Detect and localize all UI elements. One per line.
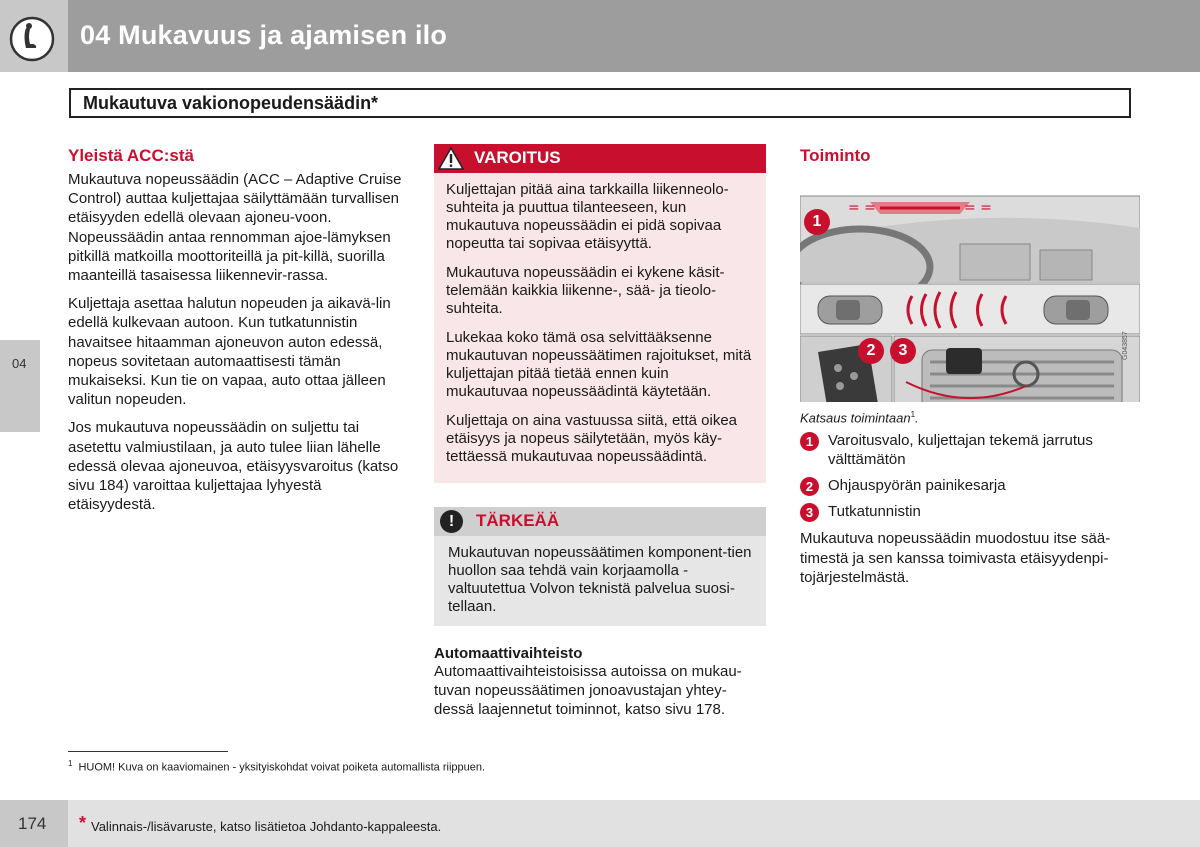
automatic-text: Automaattivaihteistoisissa autoissa on mukau-tuvan nopeussäätimen jonoavustajan yhtey-dessä laajennetut toiminnot, katso sivu 178. bbox=[434, 663, 742, 719]
column-function bbox=[800, 146, 1140, 596]
illustration-badge-1: 1 bbox=[804, 209, 830, 235]
general-heading: Yleistä ACC:stä bbox=[68, 146, 194, 165]
warning-header bbox=[434, 144, 766, 173]
footnote-text: HUOM! Kuva on kaaviomainen - yksityiskohdat voivat poiketa automallista riippuen. bbox=[78, 761, 486, 774]
item-text: Tutkatunnistin bbox=[828, 503, 921, 521]
warning-paragraph-1: Kuljettajan pitää aina tarkkailla liikenneolo-suhteita ja puuttua tilanteeseen, kun mukautuva nopeussäädin ei pidä sopivaa nopeutta tai sopivaa etäisyyttä. bbox=[446, 181, 729, 252]
important-title: TÄRKEÄÄ bbox=[476, 511, 560, 530]
page-number: 174 bbox=[18, 814, 47, 833]
seat-icon bbox=[9, 16, 55, 62]
important-body bbox=[434, 536, 766, 626]
footnote-ref: 1 bbox=[68, 759, 73, 768]
function-paragraph: Mukautuva nopeussäädin muodostuu itse sää-timestä ja sen kanssa toimivasta etäisyydenpi-tojärjestelmästä. bbox=[800, 530, 1111, 586]
side-tab-label: 04 bbox=[12, 356, 27, 371]
caption-footnote-ref: 1 bbox=[910, 410, 916, 419]
acc-overview-illustration bbox=[800, 172, 1140, 402]
general-paragraph-2: Kuljettaja asettaa halutun nopeuden ja aikavä-lin edellä kulkevaan autoon. Kun tutkatunnistin havaitsee hitaamman ajoneuvon auton edessä, nopeus sovitetaan automaattisesti tämän mukaiseksi. Kun tie on vapaa, auto ottaa jälleen valitun nopeuden. bbox=[68, 295, 391, 409]
footer-bar bbox=[68, 800, 1200, 847]
item-number-badge: 3 bbox=[800, 503, 819, 522]
item-text: Varoitusvalo, kuljettajan tekemä jarrutus välttämätön bbox=[828, 432, 1093, 469]
item-number-badge: 1 bbox=[800, 432, 819, 451]
section-title: Mukautuva vakionopeudensäädin* bbox=[83, 93, 379, 113]
svg-text:= =: = = bbox=[848, 200, 876, 216]
caption-text: Katsaus toimintaan bbox=[800, 410, 911, 426]
exclamation-icon: ! bbox=[440, 510, 463, 533]
general-paragraph-3: Jos mukautuva nopeussäädin on suljettu tai asetettu valmiustilaan, ja auto tulee liian lähelle edessä olevaa ajoneuvoa, etäisyysvaroitus (katso sivu 184) varoittaa kuljettajaa lyhyestä etäisyydestä. bbox=[68, 419, 399, 514]
svg-text:= =: = = bbox=[964, 200, 992, 216]
page-number-tab bbox=[0, 800, 68, 847]
list-item bbox=[800, 431, 1140, 469]
function-heading: Toiminto bbox=[800, 146, 871, 165]
item-text: Ohjauspyörän painikesarja bbox=[828, 477, 1006, 495]
important-header bbox=[434, 507, 766, 536]
item-number-badge: 2 bbox=[800, 477, 819, 496]
footnote bbox=[68, 759, 485, 774]
footnote-divider bbox=[68, 751, 228, 752]
illustration-code: G043857 bbox=[1122, 331, 1129, 360]
list-item bbox=[800, 502, 1140, 521]
footer-star: * bbox=[79, 813, 87, 833]
column-general bbox=[68, 146, 404, 523]
warning-paragraph-3: Lukekaa koko tämä osa selvittääksenne mukautuvan nopeussäätimen rajoitukset, mitä kuljettajan pitää tietää ennen kuin mukautuvaa nopeussäädintä käytetään. bbox=[446, 329, 752, 400]
footer-text: Valinnais-/lisävaruste, katso lisätietoa Johdanto-kappaleesta. bbox=[91, 819, 442, 834]
warning-paragraph-2: Mukautuva nopeussäädin ei kykene käsit-telemään kaikkia liikenne-, sää- ja tieolo-suhteita. bbox=[446, 264, 725, 317]
list-item bbox=[800, 476, 1140, 495]
section-title-box bbox=[69, 88, 1131, 118]
warning-title: VAROITUS bbox=[474, 148, 561, 167]
acc-illustration-graphic bbox=[800, 172, 1140, 402]
illustration-badge-3: 3 bbox=[890, 338, 916, 364]
automatic-heading: Automaattivaihteisto bbox=[434, 645, 583, 662]
illustration-badge-2: 2 bbox=[858, 338, 884, 364]
important-text: Mukautuvan nopeussäätimen komponent-tien huollon saa tehdä vain korjaamolla - valtuutettua Volvon teknistä palvelua suosi-tellaan. bbox=[448, 544, 752, 615]
chapter-title: 04 Mukavuus ja ajamisen ilo bbox=[80, 20, 448, 50]
warning-paragraph-4: Kuljettaja on aina vastuussa siitä, että oikea etäisyys ja nopeus säilytetään, myös käy-tettäessä mukautuvaa nopeussäädintä. bbox=[446, 412, 738, 465]
warning-body bbox=[434, 173, 766, 483]
chapter-side-tab bbox=[0, 340, 40, 432]
illustration-caption: Katsaus toimintaan$^1$. bbox=[800, 410, 919, 426]
warning-triangle-icon bbox=[438, 147, 464, 170]
general-paragraph-1: Mukautuva nopeussäädin (ACC – Adaptive Cruise Control) auttaa kuljettajaa säilyttämään turvallisen etäisyyden edellä olevaan ajoneu-voon. Nopeussäädin antaa rennomman ajoe-lämyksen pitkillä matkoilla moottoriteillä ja pit-killä, suorilla maanteillä tasaisessa liikennevir-rassa. bbox=[68, 171, 402, 285]
column-warnings bbox=[434, 144, 766, 729]
